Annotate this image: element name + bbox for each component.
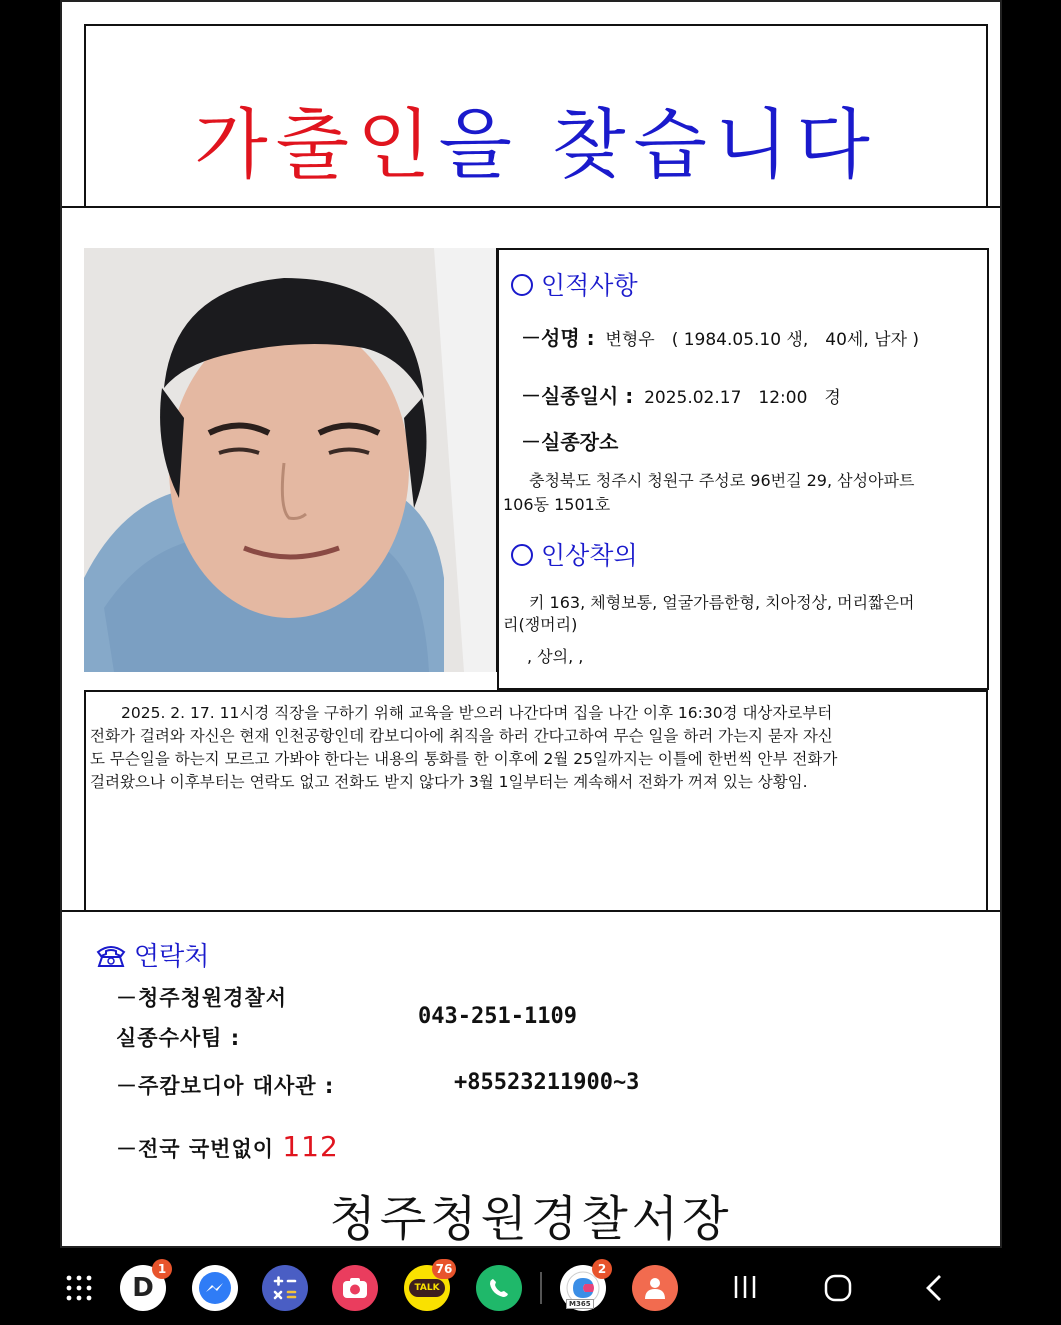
divider xyxy=(62,206,1000,208)
national-hotline-row: －전국 국번없이 112 xyxy=(116,1130,339,1163)
personal-info-box xyxy=(497,248,989,690)
microsoft-365-app-icon[interactable]: M365 2 xyxy=(560,1265,606,1311)
appearance-line2: 리(쟁머리) xyxy=(503,615,578,634)
kakaotalk-app-icon[interactable]: TALK 76 xyxy=(404,1265,450,1311)
appearance-line3: , 상의, , xyxy=(527,647,584,666)
police-label-2: 실종수사팀 : xyxy=(116,1026,241,1050)
emergency-number: 112 xyxy=(282,1130,339,1163)
contacts-app-icon[interactable] xyxy=(632,1265,678,1311)
taskbar-divider xyxy=(540,1272,542,1304)
title-box xyxy=(84,24,988,208)
home-button[interactable] xyxy=(824,1274,852,1306)
camera-app-icon[interactable] xyxy=(332,1265,378,1311)
missing-person-poster xyxy=(60,0,1002,1248)
circle-bullet-icon xyxy=(511,544,533,566)
poster-title: 가출인을 찾습니다 xyxy=(194,100,878,189)
app-drawer-icon[interactable] xyxy=(64,1274,94,1306)
police-phone-number: 043-251-1109 xyxy=(418,1004,577,1029)
divider xyxy=(62,910,1000,912)
police-label-1: －청주청원경찰서 xyxy=(116,986,288,1010)
messenger-app-icon[interactable] xyxy=(192,1265,238,1311)
personal-heading: 인적사항 xyxy=(511,266,638,302)
embassy-label: －주캄보디아 대사관 : xyxy=(116,1074,335,1098)
embassy-phone-number: +85523211900~3 xyxy=(454,1070,640,1095)
appearance-heading: 인상착의 xyxy=(511,536,638,572)
missing-time-row: －실종일시 : 2025.02.17 12:00 경 xyxy=(521,384,841,408)
description-box xyxy=(84,690,988,912)
incident-description: 2025. 2. 17. 11시경 직장을 구하기 위해 교육을 받으러 나간다며 집을 나간 이후 16:30경 대상자로부터 전화가 걸려와 자신은 현재 인천공항인데 캄보디아에 취직을 하러 간다고하여 무슨 일을 하러 가는지 묻자 자신 도 무슨일을 하는지 모르고 가봐야 한다는 내용의 통화를 한 이후에 2월 25일까지는 이틀에 한번씩 안부 전화가 걸려왔으나 이후부터는 연락도 없고 전화도 받지 않다가 3월 1일부터는 계속해서 전화가 꺼져 있는 상황임. xyxy=(90,704,838,791)
notification-badge: 1 xyxy=(152,1259,172,1279)
notification-badge: 76 xyxy=(432,1259,456,1279)
circle-bullet-icon xyxy=(511,274,533,296)
telephone-icon xyxy=(96,944,126,968)
appearance-line1: 키 163, 체형보통, 얼굴가름한형, 치아정상, 머리짧은머 xyxy=(529,593,915,612)
missing-place-line1: 충청북도 청주시 청원구 주성로 96번길 29, 삼성아파트 xyxy=(529,471,915,490)
daum-app-icon[interactable]: D 1 xyxy=(120,1265,166,1311)
portrait-image xyxy=(84,248,498,672)
person-photo xyxy=(84,248,498,672)
navigation-bar xyxy=(60,1250,1002,1325)
missing-place-line2: 106동 1501호 xyxy=(503,495,611,514)
back-button[interactable] xyxy=(924,1274,944,1306)
notification-badge: 2 xyxy=(592,1259,612,1279)
missing-place-label: －실종장소 xyxy=(521,430,619,454)
recent-apps-button[interactable] xyxy=(732,1274,758,1304)
police-chief-signature: 청주청원경찰서장 xyxy=(329,1191,733,1247)
phone-app-icon[interactable] xyxy=(476,1265,522,1311)
name-row: －성명 : 변형우 ( 1984.05.10 생, 40세, 남자 ) xyxy=(521,326,920,350)
calculator-app-icon[interactable] xyxy=(262,1265,308,1311)
contact-heading: 연락처 xyxy=(96,936,209,973)
